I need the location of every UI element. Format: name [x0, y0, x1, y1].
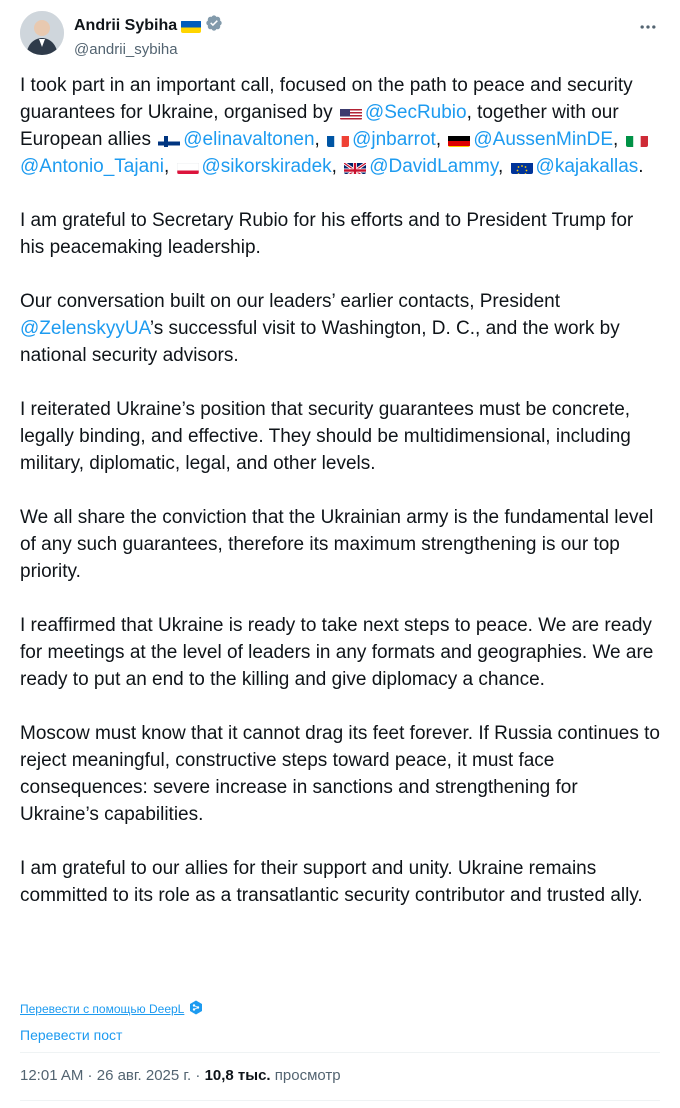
- mention-zelenskyyua[interactable]: @ZelenskyyUA: [20, 318, 150, 339]
- mention-elinavaltonen[interactable]: @elinavaltonen: [183, 129, 315, 150]
- translate-post-link[interactable]: Перевести пост: [20, 1027, 123, 1043]
- text-segment: , together with our European allies: [20, 102, 619, 150]
- author-display-name-row[interactable]: [74, 14, 223, 38]
- tweet-paragraph-1: [20, 72, 660, 180]
- tweet-header: [20, 11, 660, 61]
- eu-flag-icon: [511, 159, 533, 174]
- author-names: [74, 14, 223, 60]
- mention-antonio-tajani[interactable]: @Antonio_Tajani: [20, 156, 164, 177]
- france-flag-icon: [327, 132, 349, 147]
- germany-flag-icon: [448, 132, 470, 147]
- avatar[interactable]: [20, 11, 64, 55]
- mention-aussenminde[interactable]: @AussenMinDE: [473, 129, 614, 150]
- translate-deepl-label[interactable]: Перевести с помощью DeepL: [20, 1002, 185, 1016]
- tweet-paragraph-7: Moscow must know that it cannot drag its feet forever. If Russia continues to reject meaningful, constructive steps toward peace, it must face consequences: severe increase in sanctions and strengthening for Ukraine’s capabilities.: [20, 723, 660, 825]
- italy-flag-icon: [626, 132, 648, 147]
- text-segment: ,: [497, 156, 509, 177]
- meta-separator: ·: [191, 1067, 205, 1084]
- text-segment: Our conversation built on our leaders’ earlier contacts, President: [20, 291, 561, 312]
- deepl-icon: [189, 1000, 203, 1018]
- more-icon[interactable]: [636, 15, 660, 39]
- tweet-meta: [20, 1066, 341, 1086]
- text-segment: ’s successful visit to Washington, D. C., and the work by national security advisors.: [20, 318, 620, 366]
- divider: [20, 1052, 660, 1053]
- text-segment: .: [638, 156, 644, 177]
- text-segment: ,: [314, 129, 326, 150]
- tweet-paragraph-3: [20, 288, 660, 369]
- view-label: просмотр: [270, 1067, 341, 1084]
- mention-kajakallas[interactable]: @kajakallas: [535, 156, 639, 177]
- meta-separator: ·: [83, 1067, 97, 1084]
- finland-flag-icon: [158, 132, 180, 147]
- tweet-paragraph-6: I reaffirmed that Ukraine is ready to take next steps to peace. We are ready for meetings at the level of leaders in any formats and geographies. We are ready to put an end to the killing and give diplomacy a chance.: [20, 615, 654, 690]
- usa-flag-icon: [340, 105, 362, 120]
- tweet-text: [20, 72, 660, 909]
- uk-flag-icon: [344, 159, 366, 174]
- tweet-date[interactable]: 26 авг. 2025 г.: [96, 1067, 192, 1084]
- tweet-paragraph-4: I reiterated Ukraine’s position that security guarantees must be concrete, legally binding, and effective. They should be multidimensional, including military, diplomatic, legal, and other levels.: [20, 399, 631, 474]
- divider: [20, 1100, 660, 1101]
- tweet-paragraph-5: We all share the conviction that the Ukrainian army is the fundamental level of any such guarantees, therefore its maximum strengthening is our top priority.: [20, 507, 654, 582]
- poland-flag-icon: [177, 159, 199, 174]
- text-segment: I took part in an important call, focused on the path to peace and security guarantees for Ukraine, organised by: [20, 75, 633, 123]
- mention-davidlammy[interactable]: @DavidLammy: [369, 156, 498, 177]
- tweet-time[interactable]: 12:01 AM: [20, 1067, 84, 1084]
- tweet-paragraph-8: I am grateful to our allies for their support and unity. Ukraine remains committed to its role as a transatlantic security contributor and trusted ally.: [20, 858, 643, 906]
- author-display-name[interactable]: Andrii Sybiha: [74, 17, 178, 34]
- text-segment: ,: [613, 129, 624, 150]
- text-segment: ,: [163, 156, 175, 177]
- mention-secrubio[interactable]: @SecRubio: [364, 102, 467, 123]
- mention-jnbarrot[interactable]: @jnbarrot: [352, 129, 436, 150]
- text-segment: ,: [331, 156, 343, 177]
- mention-sikorskiradek[interactable]: @sikorskiradek: [201, 156, 332, 177]
- text-segment: ,: [435, 129, 447, 150]
- ukraine-flag-icon: [181, 20, 201, 33]
- translate-deepl-link[interactable]: [20, 1000, 203, 1018]
- tweet-paragraph-2: I am grateful to Secretary Rubio for his efforts and to President Trump for his peacemaking leadership.: [20, 210, 634, 258]
- view-count: 10,8 тыс.: [204, 1067, 271, 1084]
- author-handle[interactable]: @andrii_sybiha: [74, 41, 178, 58]
- verified-badge-icon: [205, 14, 223, 38]
